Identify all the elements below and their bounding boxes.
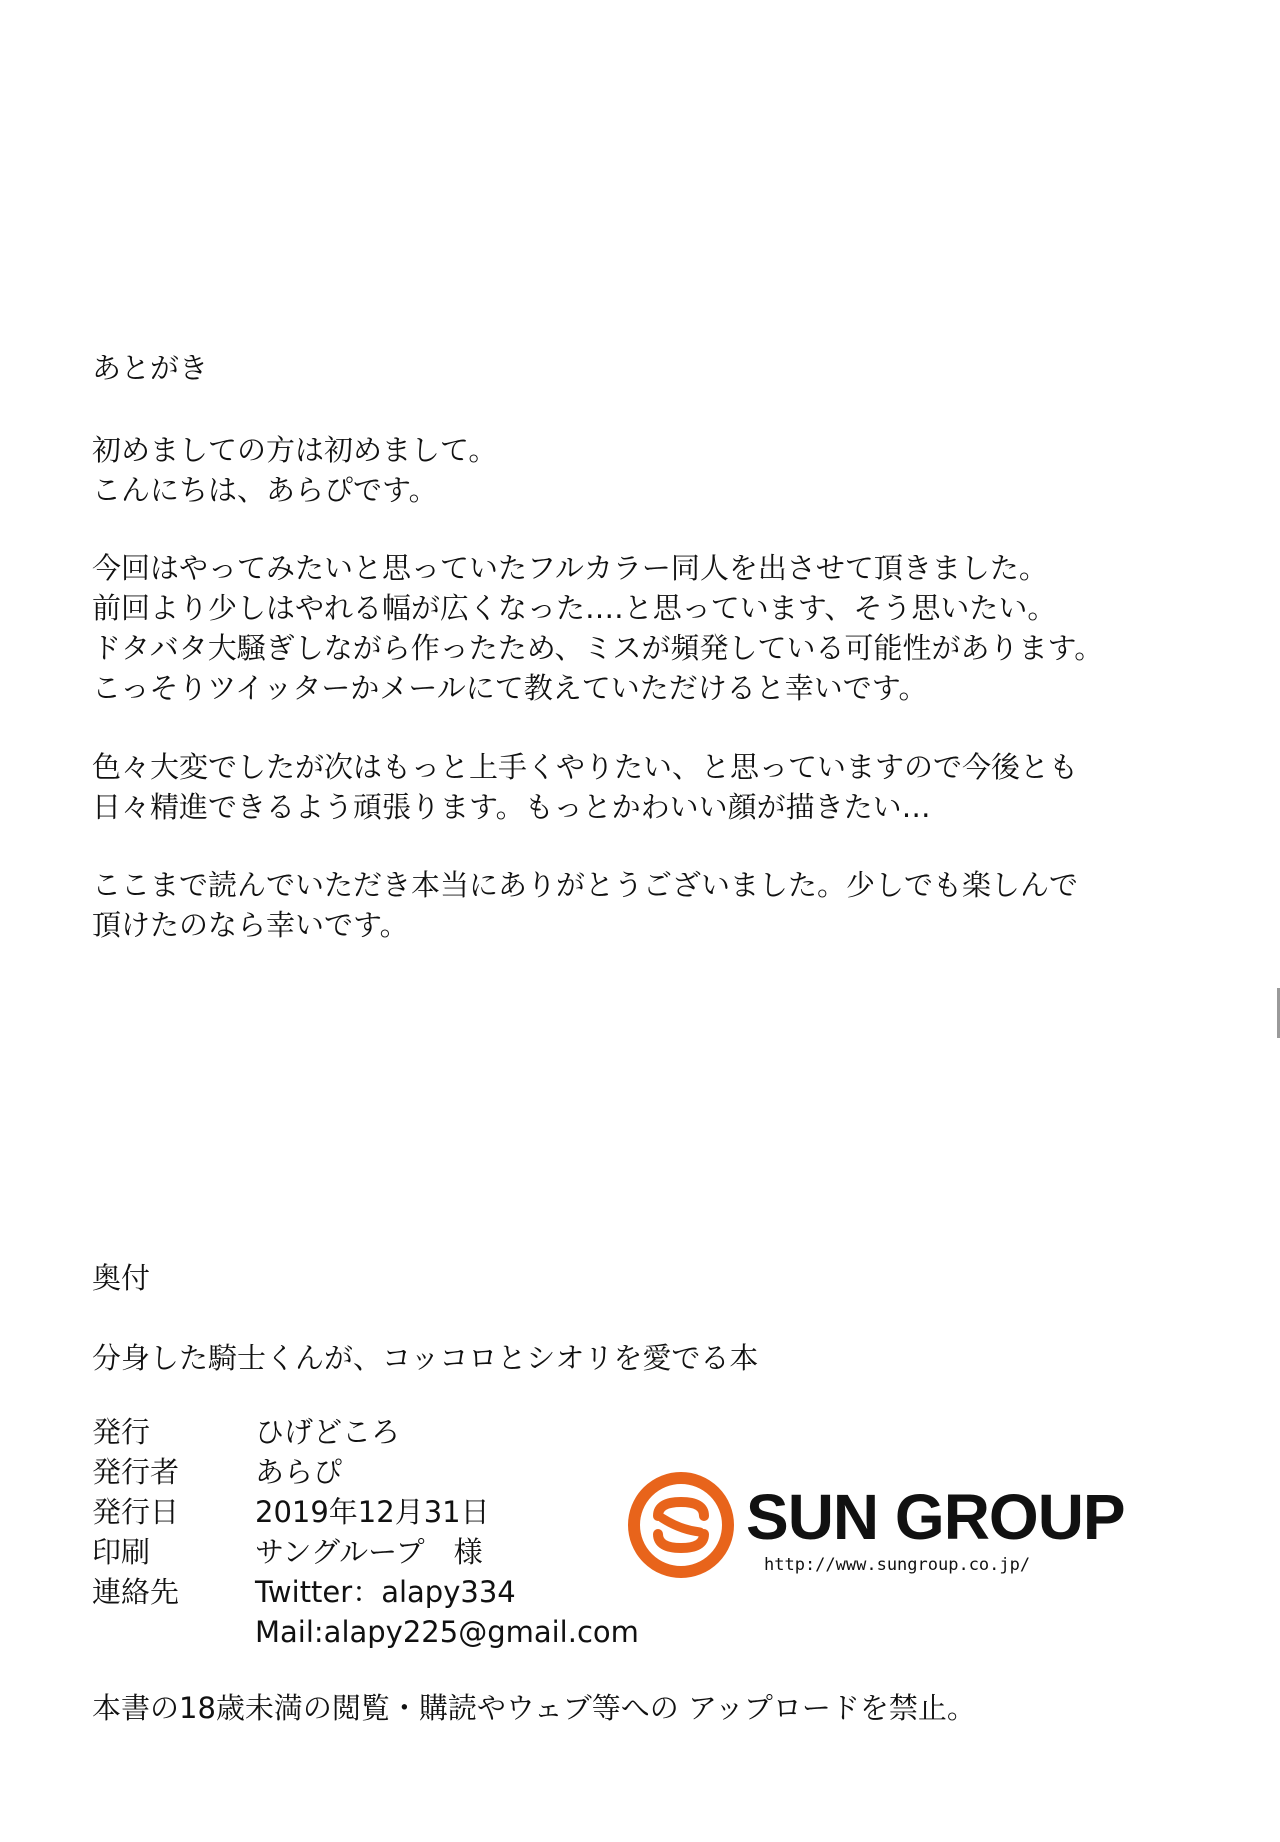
colophon-heading bbox=[92, 1258, 1192, 1298]
info-label: 発行日 bbox=[92, 1495, 180, 1529]
info-row-contact bbox=[92, 1572, 639, 1612]
info-row-publisher bbox=[92, 1412, 639, 1452]
paragraph-line: ここまで読んでいただき本当にありがとうございました。少しでも楽しんで bbox=[92, 868, 1079, 902]
age-restriction-notice: 本書の18歳未満の閲覧・購読やウェブ等への アップロードを禁止。 bbox=[92, 1691, 976, 1725]
book-title-block bbox=[92, 1338, 1192, 1378]
contact-twitter: Twitter：alapy334 bbox=[255, 1575, 516, 1609]
afterword-title: あとがき bbox=[92, 351, 209, 385]
info-value: 2019年12月31日 bbox=[255, 1495, 490, 1529]
info-label: 連絡先 bbox=[92, 1575, 180, 1609]
paragraph-line: こんにちは、あらぴです。 bbox=[92, 473, 438, 507]
paragraph-line: 色々大変でしたが次はもっと上手くやりたい、と思っていますので今後とも bbox=[92, 750, 1079, 784]
contact-mail: Mail:alapy225@gmail.com bbox=[255, 1615, 639, 1649]
info-value: サングループ 様 bbox=[255, 1535, 483, 1569]
afterword-paragraph-2 bbox=[92, 548, 1192, 708]
info-label: 発行者 bbox=[92, 1455, 180, 1489]
logo-url: http://www.sungroup.co.jp/ bbox=[764, 1555, 1031, 1575]
age-restriction-notice-block bbox=[92, 1688, 1192, 1728]
paragraph-line: 前回より少しはやれる幅が広くなった‥‥と思っています、そう思いたい。 bbox=[92, 591, 1057, 625]
paragraph-line: 初めましての方は初めまして。 bbox=[92, 433, 498, 467]
afterword-heading bbox=[92, 348, 1192, 388]
publication-info bbox=[92, 1412, 639, 1652]
afterword-paragraph-4 bbox=[92, 865, 1192, 945]
info-row-issuer bbox=[92, 1452, 639, 1492]
info-label bbox=[92, 1612, 255, 1652]
paragraph-line: ドタバタ大騒ぎしながら作ったため、ミスが頻発している可能性があります。 bbox=[92, 631, 1104, 665]
paragraph-line: 日々精進できるよう頑張ります。もっとかわいい顔が描きたい… bbox=[92, 790, 931, 824]
paragraph-line: こっそりツイッターかメールにて教えていただけると幸いです。 bbox=[92, 671, 928, 705]
sun-group-logo bbox=[628, 1472, 1168, 1582]
info-label: 印刷 bbox=[92, 1535, 151, 1569]
paragraph-line: 今回はやってみたいと思っていたフルカラー同人を出させて頂きました。 bbox=[92, 551, 1048, 585]
logo-name: SUN GROUP bbox=[746, 1481, 1125, 1553]
paragraph-line: 頂けたのなら幸いです。 bbox=[92, 908, 409, 942]
info-value: ひげどころ bbox=[255, 1415, 401, 1449]
info-row-mail bbox=[92, 1612, 639, 1652]
info-row-date bbox=[92, 1492, 639, 1532]
sun-group-mark-icon bbox=[628, 1472, 734, 1578]
info-row-printer bbox=[92, 1532, 639, 1572]
afterword-paragraph-1 bbox=[92, 430, 1192, 510]
info-value: あらぴ bbox=[255, 1455, 343, 1489]
info-label: 発行 bbox=[92, 1415, 151, 1449]
book-title: 分身した騎士くんが、コッコロとシオリを愛でる本 bbox=[92, 1341, 759, 1375]
afterword-paragraph-3 bbox=[92, 747, 1192, 827]
colophon-title: 奥付 bbox=[92, 1261, 151, 1295]
